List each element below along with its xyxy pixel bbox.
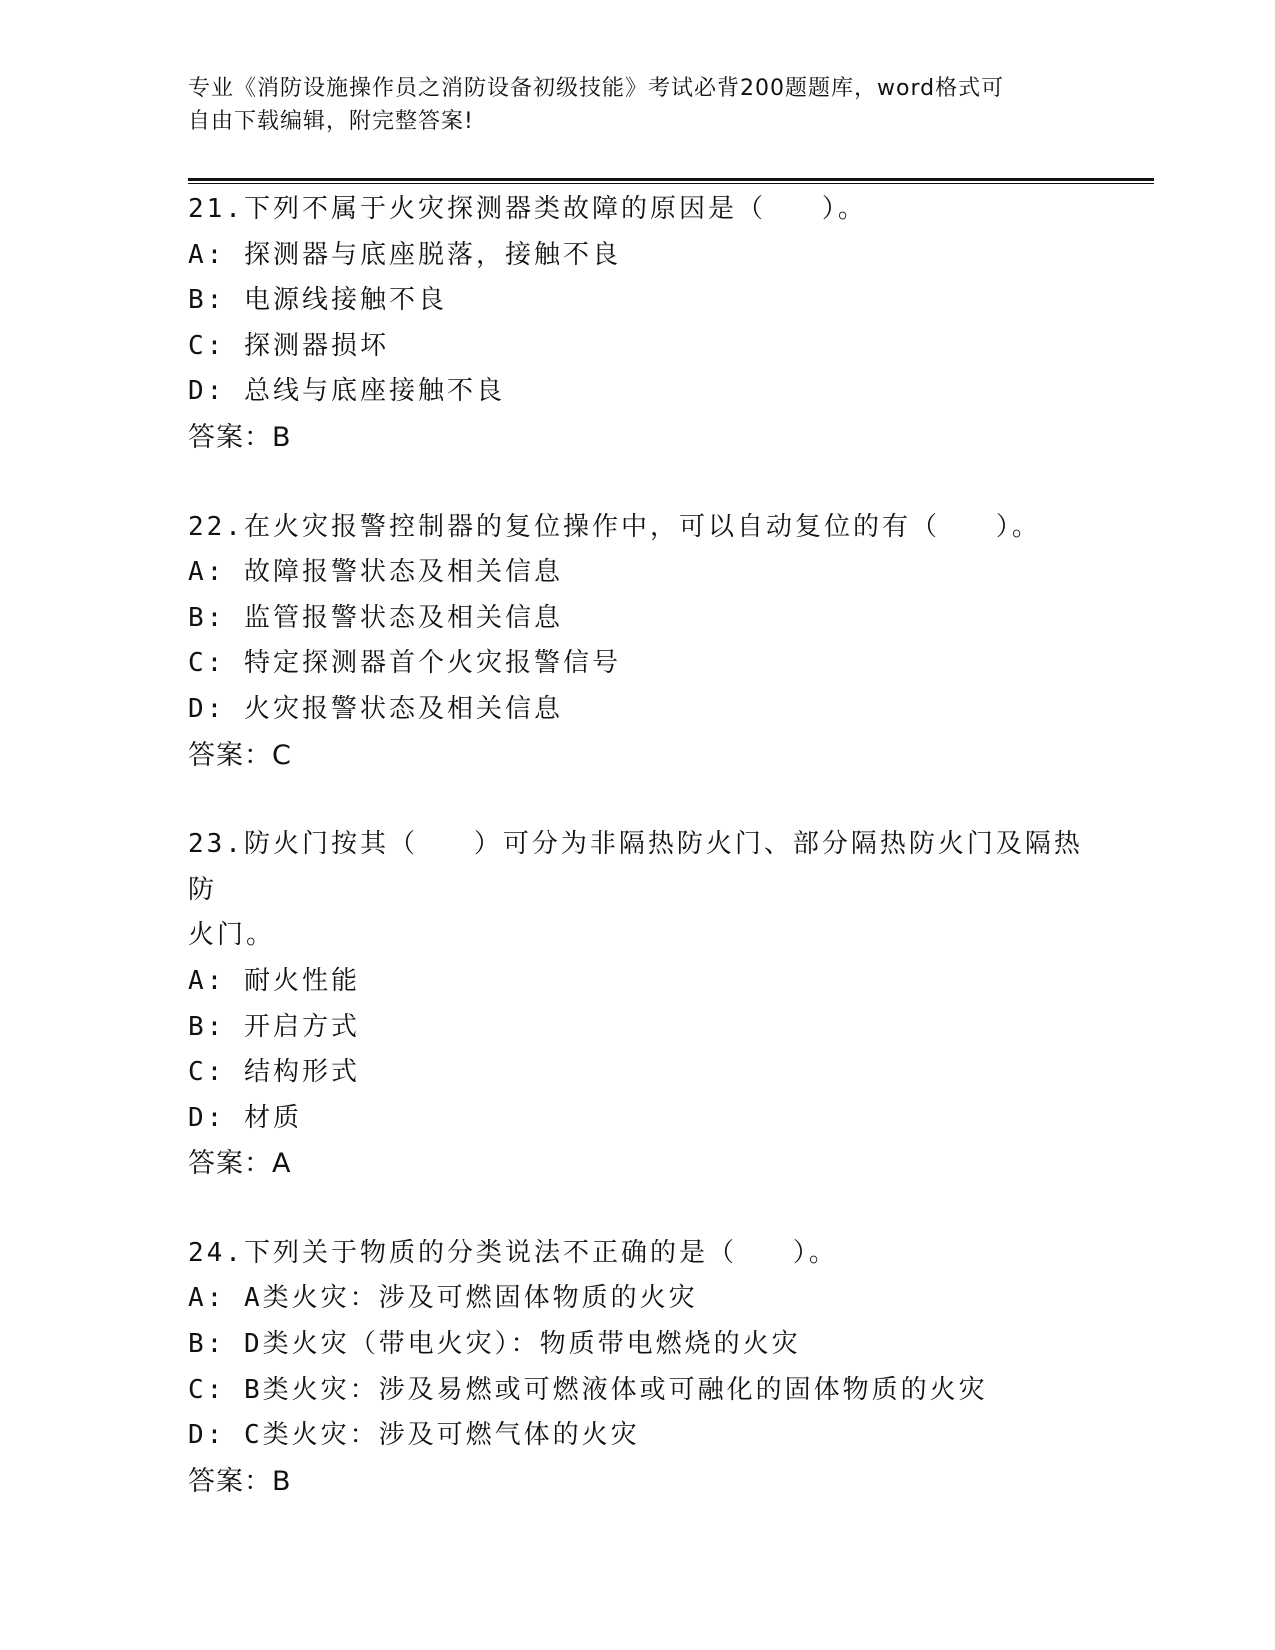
option-d: D: 材质 xyxy=(188,1102,302,1133)
answer-line: 答案：C xyxy=(188,739,292,771)
option-a: A: 故障报警状态及相关信息 xyxy=(188,557,563,588)
option-a: A: 探测器与底座脱落，接触不良 xyxy=(188,239,621,270)
option-a: A: 耐火性能 xyxy=(188,965,360,996)
question-stem: 24.下列关于物质的分类说法不正确的是（ ）。 xyxy=(188,1237,838,1268)
option-b: B: 电源线接触不良 xyxy=(188,285,447,316)
header-divider-thin xyxy=(188,183,1154,184)
document-header xyxy=(188,72,1088,138)
option-b: B: D类火灾（带电火灾）：物质带电燃烧的火灾 xyxy=(188,1329,801,1360)
option-d: D: 总线与底座接触不良 xyxy=(188,376,505,407)
answer-line: 答案：B xyxy=(188,421,292,453)
option-b: B: 监管报警状态及相关信息 xyxy=(188,602,563,633)
header-line-1: 专业《消防设施操作员之消防设备初级技能》考试必背200题题库，word格式可 xyxy=(188,76,1005,101)
answer-line: 答案：B xyxy=(188,1465,292,1497)
question-24 xyxy=(188,1231,1088,1505)
option-a: A: A类火灾：涉及可燃固体物质的火灾 xyxy=(188,1283,698,1314)
header-divider-thick xyxy=(188,178,1154,181)
option-c: C: 结构形式 xyxy=(188,1057,360,1088)
header-line-2: 自由下载编辑，附完整答案! xyxy=(188,109,474,134)
question-22 xyxy=(188,505,1088,779)
question-21 xyxy=(188,187,1088,461)
answer-line: 答案：A xyxy=(188,1148,292,1180)
question-23 xyxy=(188,822,1088,1187)
question-stem-continued: 火门。 xyxy=(188,920,276,951)
option-b: B: 开启方式 xyxy=(188,1011,360,1042)
question-stem: 22.在火灾报警控制器的复位操作中，可以自动复位的有（ ）。 xyxy=(188,511,1041,542)
question-stem: 21.下列不属于火灾探测器类故障的原因是（ ）。 xyxy=(188,194,867,224)
option-c: C: B类火灾：涉及易燃或可燃液体或可融化的固体物质的火灾 xyxy=(188,1374,988,1405)
option-c: C: 探测器损坏 xyxy=(188,330,389,361)
option-d: D: 火灾报警状态及相关信息 xyxy=(188,693,563,724)
option-c: C: 特定探测器首个火灾报警信号 xyxy=(188,648,621,679)
question-list xyxy=(188,187,1088,1548)
question-stem: 23.防火门按其（ ）可分为非隔热防火门、部分隔热防火门及隔热防 xyxy=(188,829,1083,905)
option-d: D: C类火灾：涉及可燃气体的火灾 xyxy=(188,1420,640,1451)
